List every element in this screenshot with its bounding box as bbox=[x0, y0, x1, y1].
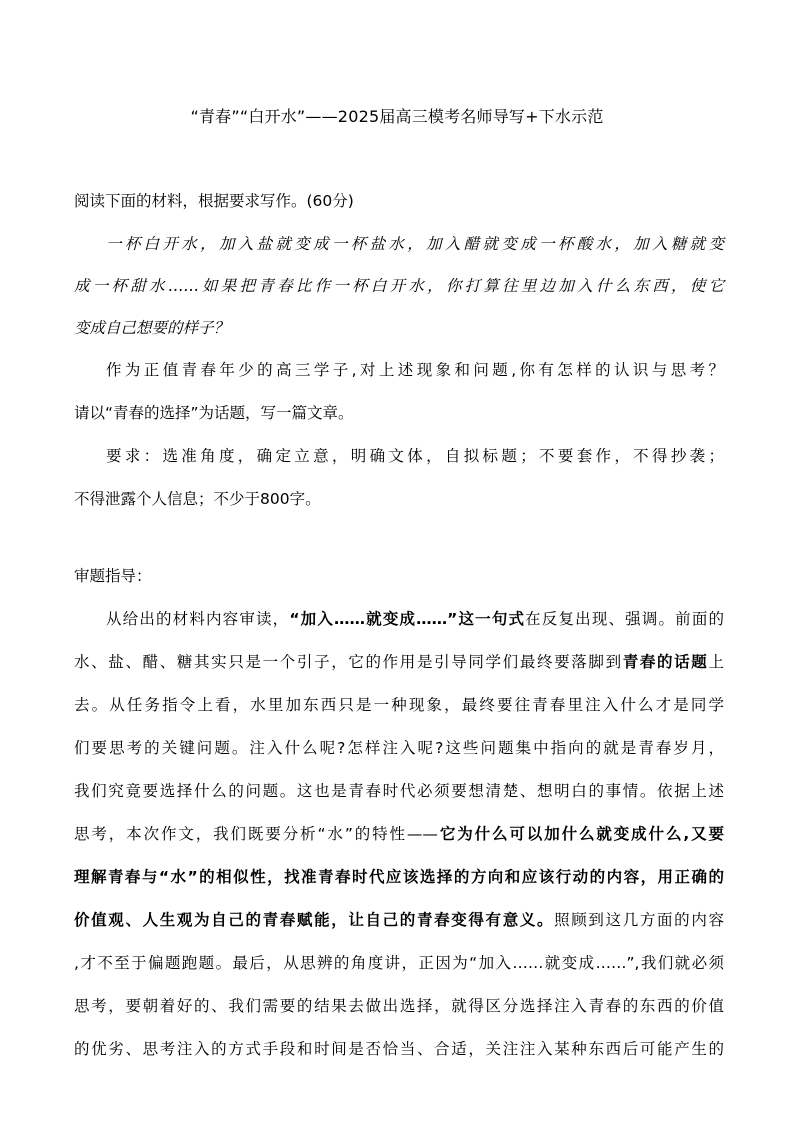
guide-line: ,才不至于偏题跑题。最后，从思辨的角度讲，正因为“加入……就变成……”,我们就必须 bbox=[74, 954, 724, 972]
prompt-line: 请以“青春的选择”为话题，写一篇文章。 bbox=[74, 404, 354, 422]
guide-line: 们要思考的关键问题。注入什么呢?怎样注入呢?这些问题集中指向的就是青春岁月， bbox=[74, 739, 724, 757]
guide-heading: 审题指导： bbox=[74, 567, 152, 585]
guide-line: 我们究竟要选择什么的问题。这也是青春时代必须要想清楚、想明白的事情。依据上述 bbox=[74, 782, 724, 800]
guide-text: 从给出的材料内容审读， bbox=[106, 610, 290, 628]
guide-line: 的优劣、思考注入的方式手段和时间是否恰当、合适，关注注入某种东西后可能产生的 bbox=[74, 1040, 724, 1058]
guide-text: 在反复出现、强调。前面的 bbox=[525, 610, 724, 628]
guide-emphasis: 它为什么可以加什么就变成什么,又要 bbox=[437, 825, 725, 843]
guide-text: 照顾到这几方面的内容 bbox=[554, 911, 724, 929]
guide-line bbox=[74, 824, 724, 844]
material-line: 一杯白开水，加入盐就变成一杯盐水，加入醋就变成一杯酸水，加入糖就变 bbox=[106, 235, 724, 253]
requirement-line: 要求：选准角度，确定立意，明确文体，自拟标题；不要套作，不得抄袭； bbox=[106, 447, 724, 465]
material-line: 成一杯甜水……如果把青春比作一杯白开水，你打算往里边加入什么东西，使它 bbox=[74, 277, 724, 295]
guide-line bbox=[106, 609, 724, 629]
guide-text: 上 bbox=[708, 653, 724, 671]
guide-emphasis: 价值观、人生观为自己的青春赋能，让自己的青春变得有意义。 bbox=[74, 911, 555, 929]
requirement-line: 不得泄露个人信息；不少于800字。 bbox=[74, 490, 321, 508]
guide-emphasis: 青春的话题 bbox=[622, 653, 709, 671]
guide-line: 去。从任务指令上看，水里加东西只是一种现象，最终要往青春里注入什么才是同学 bbox=[74, 696, 724, 714]
material-line: 变成自己想要的样子？ bbox=[74, 319, 230, 337]
guide-emphasis: “加入……就变成……”这一句式 bbox=[289, 610, 526, 628]
guide-text: 思考，本次作文，我们既要分析“水”的特性—— bbox=[74, 825, 438, 843]
guide-line: 理解青春与“水”的相似性，找准青春时代应该选择的方向和应该行动的内容，用正确的 bbox=[74, 868, 724, 886]
prompt-line: 作为正值青春年少的高三学子,对上述现象和问题,你有怎样的认识与思考？ bbox=[106, 361, 724, 379]
document-title: “青春”“白开水”——2025届高三模考名师导写+下水示范 bbox=[190, 107, 604, 126]
instruction-text: 阅读下面的材料，根据要求写作。(60分) bbox=[74, 192, 354, 210]
guide-text: 水、盐、醋、糖其实只是一个引子，它的作用是引导同学们最终要落脚到 bbox=[74, 653, 623, 671]
guide-line bbox=[74, 910, 724, 930]
guide-line: 思考，要朝着好的、我们需要的结果去做出选择，就得区分选择注入青春的东西的价值 bbox=[74, 997, 724, 1015]
guide-line bbox=[74, 652, 724, 672]
